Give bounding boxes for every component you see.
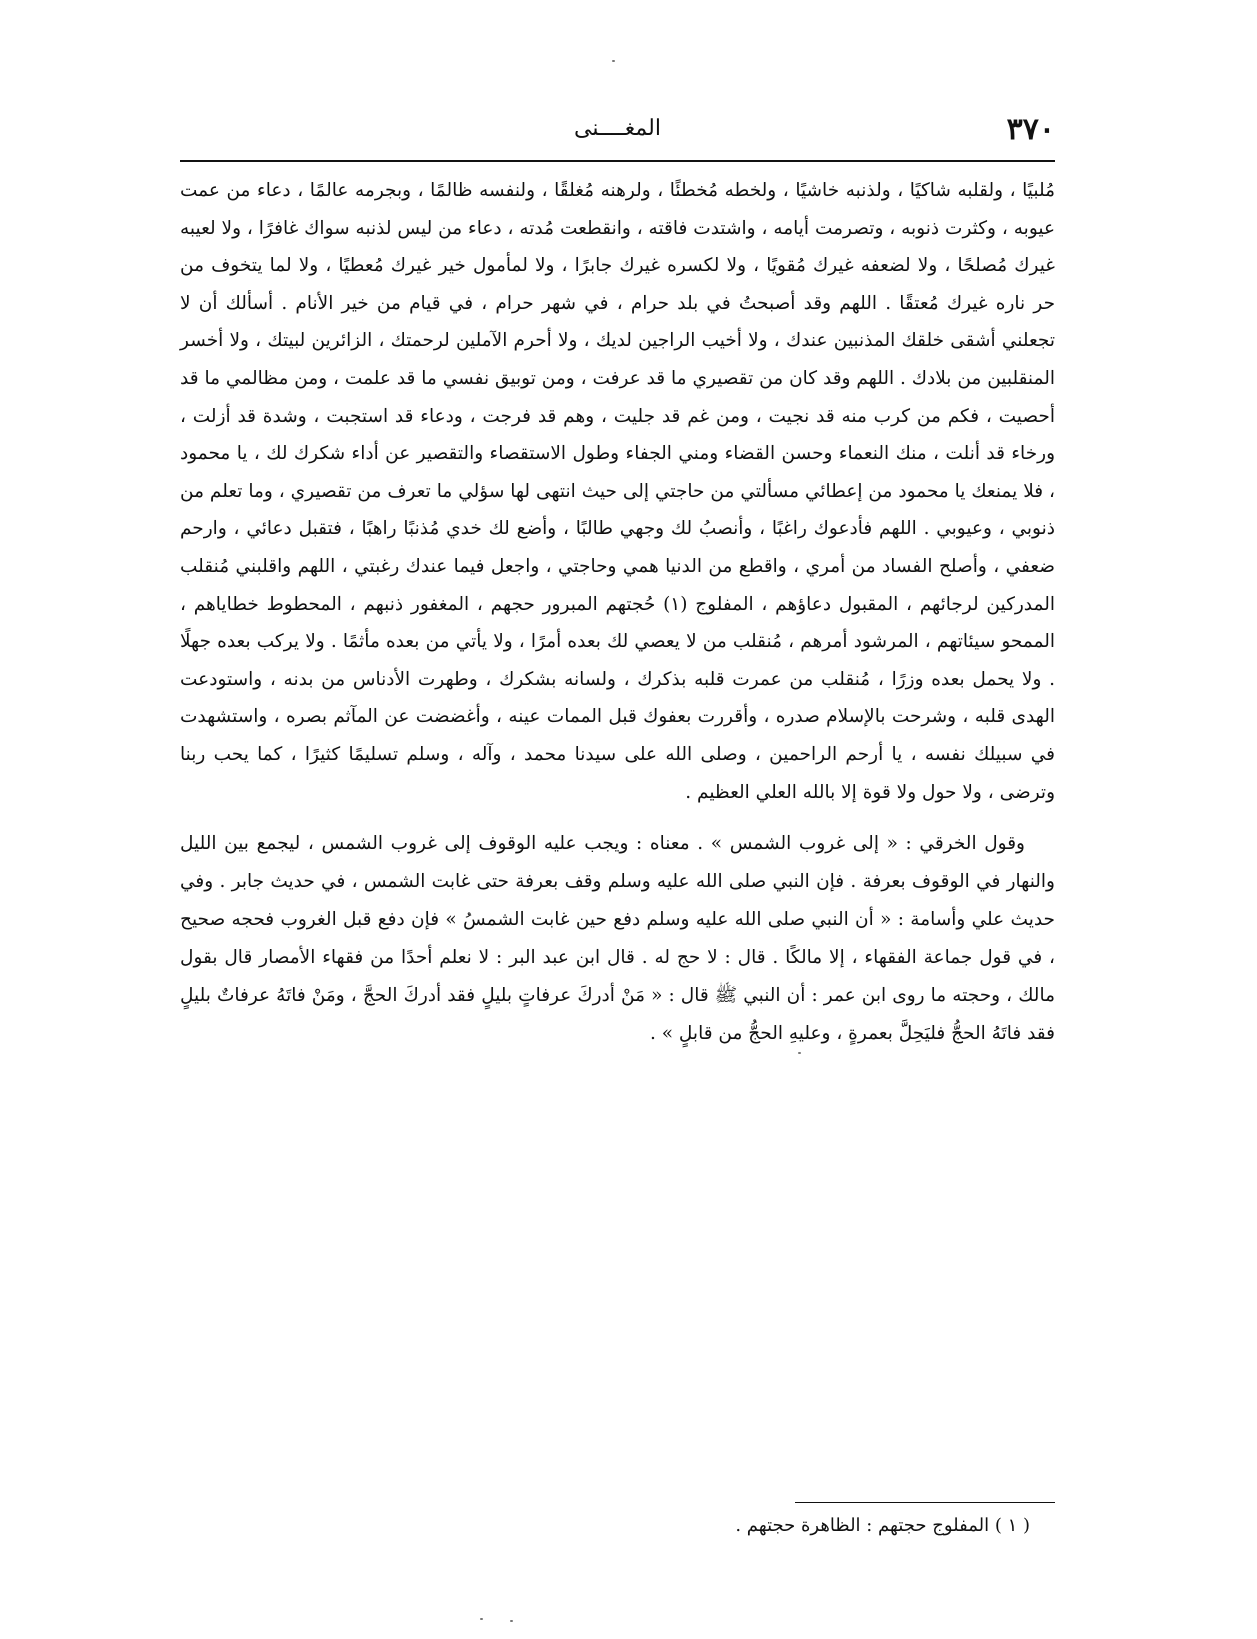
header-rule <box>180 160 1055 162</box>
scan-speck <box>480 1618 483 1620</box>
running-title: المغــــنى <box>574 116 661 141</box>
scan-speck <box>510 1620 513 1622</box>
page-number: ٣٧٠ <box>1006 112 1055 147</box>
scan-speck <box>798 1052 801 1054</box>
footnote-rule <box>795 1502 1055 1503</box>
footnote: ( ١ ) المفلوج حجتهم : الظاهرة حجتهم . <box>735 1515 1030 1536</box>
scan-speck <box>612 60 615 62</box>
paragraph-prayer: مُلبيًا ، ولقلبه شاكيًا ، ولذنبه خاشيًا ، ولخطه مُخطئًا ، ولرهنه مُغلقًا ، ولنفسه ظالمًا ، وبجرمه عالمًا ، دعاء من عمت عيوبه ، وكثرت ذنوبه ، وتصرمت أيامه ، واشتدت فاقته ، وانقطعت مُدته ، دعاء من ليس لذنبه سواك غافرًا ، ولا لعيبه غيرك مُصلحًا ، ولا لضعفه غيرك مُقويًا ، ولا لكسره غيرك جابرًا ، ولا لمأمول خير غيرك مُعطيًا ، ولا لما يتخوف من حر ناره غيرك مُعتقًا . اللهم وقد أصبحتُ في بلد حرام ، في شهر حرام ، في قيام من خير الأنام . أسألك أن لا تجعلني أشقى خلقك المذنبين عندك ، ولا أخيب الراجين لديك ، ولا أحرم الآملين لرحمتك ، الزائرين لبيتك ، ولا أخسر المنقلبين من بلادك . اللهم وقد كان من تقصيري ما قد عرفت ، ومن توبيق نفسي ما قد علمت ، ومن مظالمي ما قد أحصيت ، فكم من كرب منه قد نجيت ، ومن غم قد جليت ، وهم قد فرجت ، ودعاء قد استجبت ، وشدة قد أزلت ، ورخاء قد أنلت ، منك النعماء وحسن القضاء ومني الجفاء وطول الاستقصاء والتقصير عن أداء شكرك لك ، يا محمود ، فلا يمنعك يا محمود من إعطائي مسألتي من حاجتي إلى حيث انتهى لها سؤلي ما تعرف من تقصيري ، وما تعلم من ذنوبي ، وعيوبي . اللهم فأدعوك راغبًا ، وأنصبُ لك وجهي طالبًا ، وأضع لك خدي مُذنبًا راهبًا ، فتقبل دعائي ، وارحم ضعفي ، وأصلح الفساد من أمري ، واقطع من الدنيا همي وحاجتي ، واجعل فيما عندك رغبتي ، اللهم واقلبني مُنقلب المدركين لرجائهم ، المقبول دعاؤهم ، المفلوج (١) حُجتهم المبرور حجهم ، المغفور ذنبهم ، المحطوط خطاياهم ، الممحو سيئاتهم ، المرشود أمرهم ، مُنقلب من لا يعصي لك بعده أمرًا ، ولا يأتي من بعده مأثمًا . ولا يركب بعده جهلًا . ولا يحمل بعده وزرًا ، مُنقلب من عمرت قلبه بذكرك ، ولسانه بشكرك ، وطهرت الأدناس من بدنه ، واستودعت الهدى قلبه ، وشرحت بالإسلام صدره ، وأقررت بعفوك قبل الممات عينه ، وأغضضت عن المآثم بصره ، واستشهدت في سبيلك نفسه ، يا أرحم الراحمين ، وصلى الله على سيدنا محمد ، وآله ، وسلم تسليمًا كثيرًا ، كما يحب ربنا وترضى ، ولا حول ولا قوة إلا بالله العلي العظيم . <box>180 180 1055 803</box>
body-text <box>180 172 1055 1053</box>
paragraph-kharqi: وقول الخرقي : « إلى غروب الشمس » . معناه : ويجب عليه الوقوف إلى غروب الشمس ، ليجمع بين الليل والنهار في الوقوف بعرفة . فإن النبي صلى الله عليه وسلم وقف بعرفة حتى غابت الشمس ، في حديث جابر . وفي حديث علي وأسامة : « أن النبي صلى الله عليه وسلم دفع حين غابت الشمسُ » فإن دفع قبل الغروب فحجه صحيح ، في قول جماعة الفقهاء ، إلا مالكًا . قال : لا حج له . قال ابن عبد البر : لا نعلم أحدًا من فقهاء الأمصار قال بقول مالك ، وحجته ما روى ابن عمر : أن النبي ﷺ قال : « مَنْ أدركَ عرفاتٍ بليلٍ فقد أدركَ الحجَّ ، ومَنْ فاتَهُ عرفاتٌ بليلٍ فقد فاتَهُ الحجُّ فليَحِلَّ بعمرةٍ ، وعليهِ الحجُّ من قابلٍ » . <box>180 833 1055 1045</box>
page-header <box>180 112 1055 158</box>
